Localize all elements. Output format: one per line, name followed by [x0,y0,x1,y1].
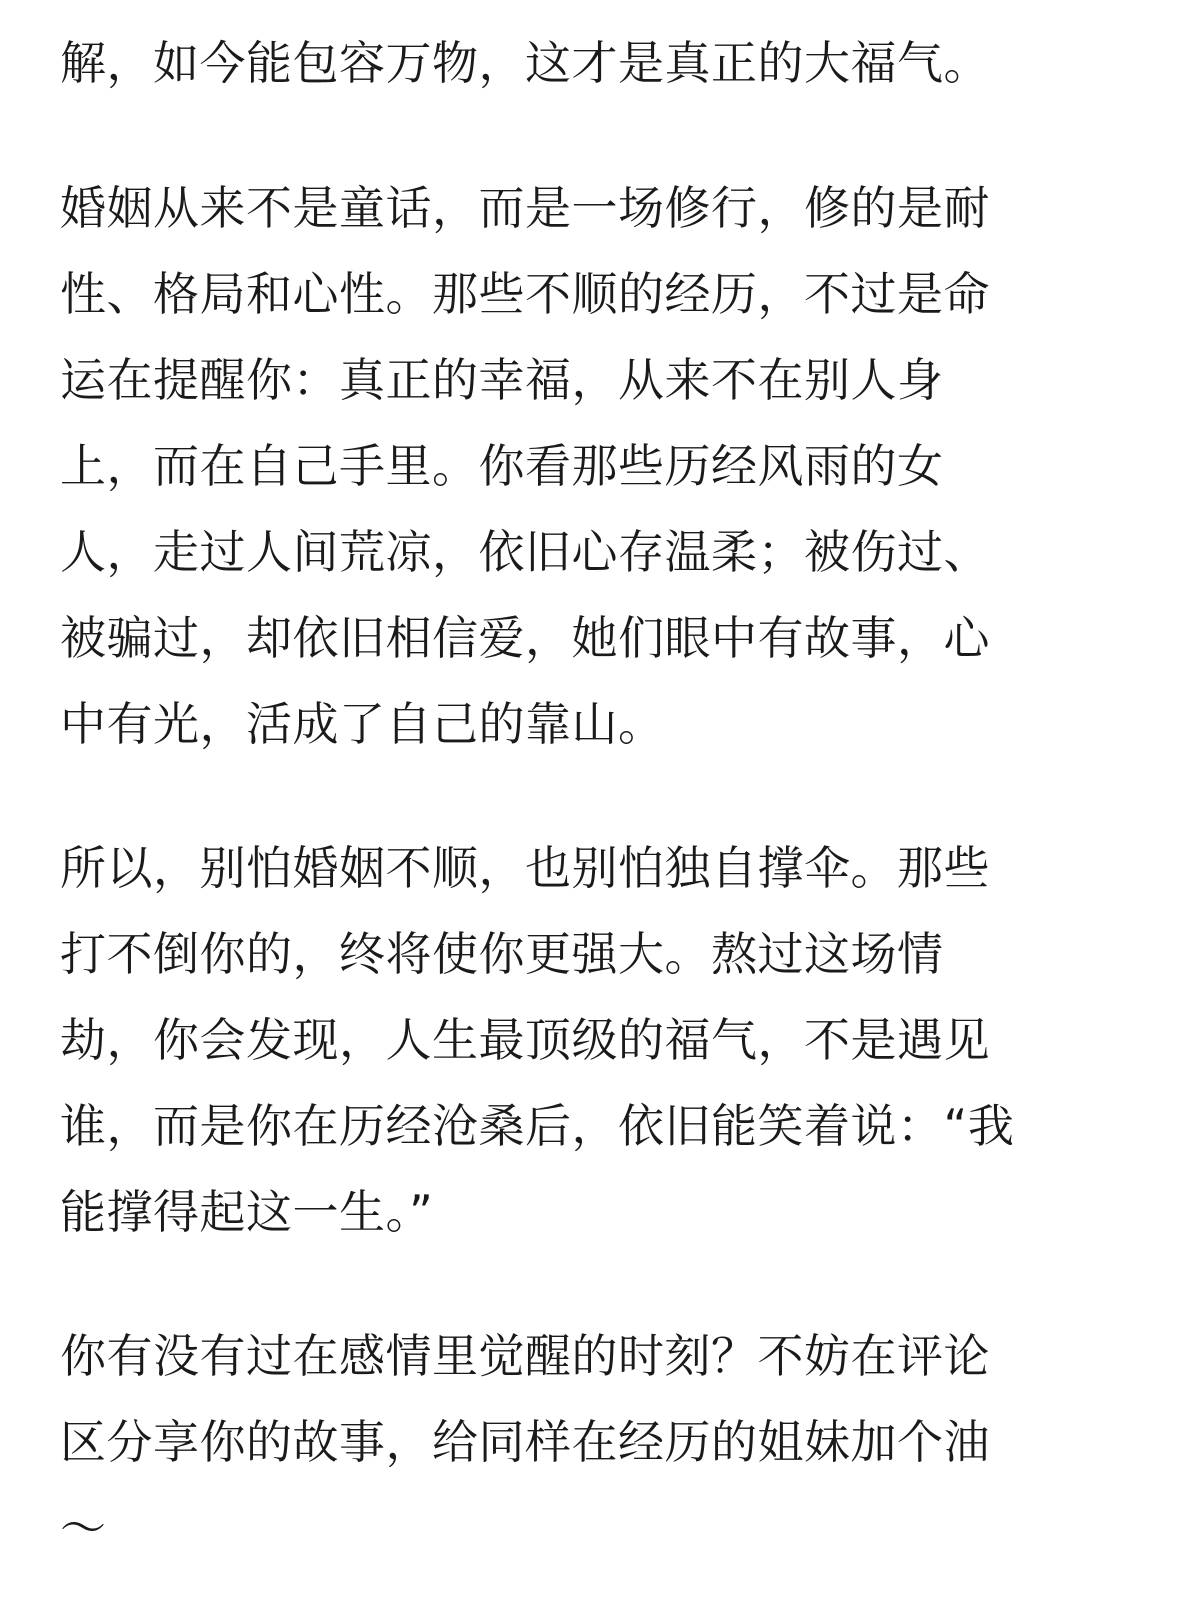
paragraph-line: 能撑得起这一生。” [60,1185,434,1239]
paragraph-line: 运在提醒你：真正的幸福，从来不在别人身 [60,353,944,407]
paragraph-line: 被骗过，却依旧相信爱，她们眼中有故事，心 [60,611,990,665]
paragraph-line: 打不倒你的，终将使你更强大。熬过这场情 [60,927,944,981]
paragraph-line: 解，如今能包容万物，这才是真正的大福气。 [60,36,990,90]
paragraph-line: 区分享你的故事，给同样在经历的姐妹加个油 [60,1415,990,1469]
paragraph-line: 人，走过人间荒凉，依旧心存温柔；被伤过、 [60,525,990,579]
paragraph-line: 谁，而是你在历经沧桑后，依旧能笑着说：“我 [60,1099,1015,1153]
paragraph-line: ～ [60,1501,107,1555]
paragraph-line: 劫，你会发现，人生最顶级的福气，不是遇见 [60,1013,990,1067]
paragraph-line: 上，而在自己手里。你看那些历经风雨的女 [60,439,944,493]
paragraph-line: 你有没有过在感情里觉醒的时刻？不妨在评论 [60,1329,990,1383]
paragraph-line: 性、格局和心性。那些不顺的经历，不过是命 [60,267,990,321]
paragraph-line: 中有光，活成了自己的靠山。 [60,697,665,751]
paragraph-line: 所以，别怕婚姻不顺，也别怕独自撑伞。那些 [60,841,990,895]
paragraph-line: 婚姻从来不是童话，而是一场修行，修的是耐 [60,181,990,235]
